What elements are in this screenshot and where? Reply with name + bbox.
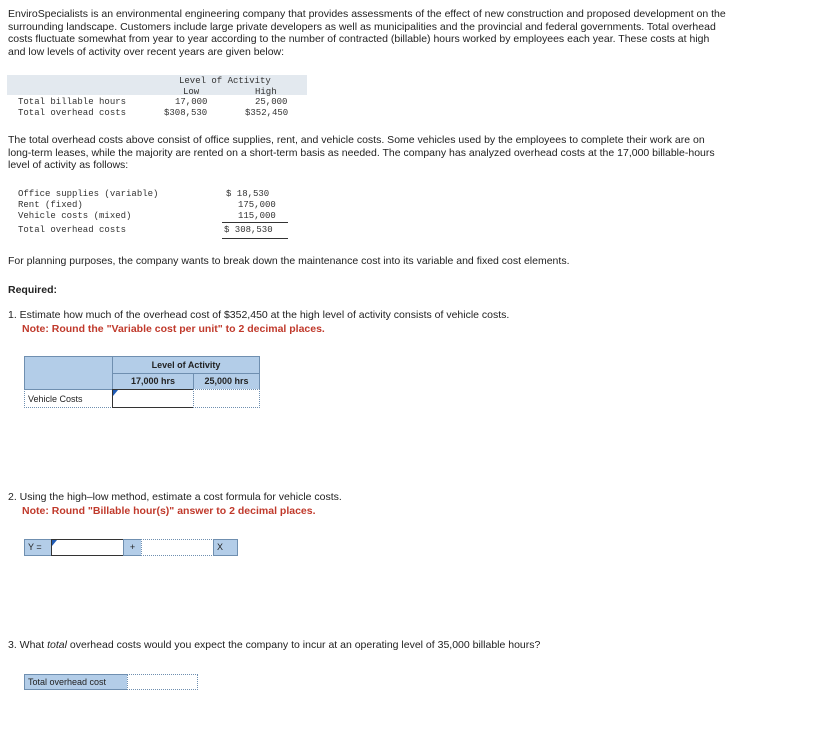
- low-overhead-costs: $308,530: [164, 108, 208, 118]
- cost-label-rent: Rent (fixed): [18, 200, 83, 210]
- q3-label: Total overhead cost: [24, 674, 128, 690]
- input-marker-icon: [52, 540, 57, 546]
- q2-intercept-input[interactable]: [51, 539, 124, 556]
- q2-plus-label: +: [123, 539, 142, 556]
- low-billable-hours: 17,000: [175, 97, 208, 107]
- high-overhead-costs: $352,450: [245, 108, 289, 118]
- overhead-paragraph: The total overhead costs above consist of office supplies, rent, and vehicle costs. Some vehicles used by the employees to complete their work are on long-term leases, while the majority are rented on a short-term basis as needed. The company has analyzed overhead costs at the 17,000 billable-hours level of activity as follows:: [8, 134, 715, 172]
- col-low-header: Low: [183, 87, 200, 97]
- input-marker-icon: [113, 390, 118, 396]
- q3-text-before: 3. What: [8, 639, 48, 651]
- q1-col-17000: 17,000 hrs: [112, 373, 194, 390]
- q1-note: Note: Round the "Variable cost per unit" to 2 decimal places.: [22, 323, 325, 335]
- table-title: Level of Activity: [179, 76, 271, 86]
- q1-header-blank: [24, 356, 113, 390]
- q2-y-label: Y =: [24, 539, 52, 556]
- row-label-billable-hours: Total billable hours: [18, 97, 127, 107]
- q2-text: 2. Using the high–low method, estimate a cost formula for vehicle costs.: [8, 491, 342, 503]
- cost-value-office-supplies: $ 18,530: [226, 189, 270, 199]
- total-rule: [222, 238, 288, 239]
- q3-text: [8, 639, 540, 652]
- q1-col-25000: 25,000 hrs: [193, 373, 260, 390]
- activity-level-table: [7, 75, 307, 120]
- q1-row-label-vehicle-costs: Vehicle Costs: [24, 389, 113, 408]
- intro-paragraph: EnviroSpecialists is an environmental engineering company that provides assessments of the effect of new construction and proposed development on the surrounding landscape. Customers include large private developers as well as municipalities and the provincial and federal governments. Total overhead costs fluctuate somewhat from year to year according to the number of contracted (billable) hours worked by employees each year. These costs at high and low levels of activity over recent years are given below:: [8, 8, 726, 58]
- q1-table-title: Level of Activity: [112, 356, 260, 374]
- q3-text-after: overhead costs would you expect the company to incur at an operating level of 35,000 billable hours?: [66, 639, 541, 651]
- required-heading: Required:: [8, 284, 58, 296]
- q2-slope-input[interactable]: [141, 539, 214, 556]
- q3-text-italic: total: [47, 639, 67, 651]
- cost-value-total: $ 308,530: [224, 225, 273, 235]
- cost-label-office-supplies: Office supplies (variable): [18, 189, 159, 199]
- cost-label-total: Total overhead costs: [18, 225, 127, 235]
- cost-value-rent: 175,000: [238, 200, 276, 210]
- q3-total-overhead-input[interactable]: [127, 674, 198, 690]
- q1-input-25000[interactable]: [193, 389, 260, 408]
- q1-input-17000[interactable]: [112, 389, 194, 408]
- cost-label-vehicle: Vehicle costs (mixed): [18, 211, 132, 221]
- high-billable-hours: 25,000: [255, 97, 288, 107]
- cost-value-vehicle: 115,000: [238, 211, 276, 221]
- planning-paragraph: For planning purposes, the company wants to break down the maintenance cost into its variable and fixed cost elements.: [8, 255, 570, 267]
- q2-note: Note: Round "Billable hour(s)" answer to 2 decimal places.: [22, 505, 316, 517]
- q1-text: 1. Estimate how much of the overhead cost of $352,450 at the high level of activity consists of vehicle costs.: [8, 309, 510, 321]
- cost-breakdown-table: [16, 187, 296, 242]
- subtotal-rule: [222, 222, 288, 223]
- row-label-overhead-costs: Total overhead costs: [18, 108, 127, 118]
- col-high-header: High: [255, 87, 277, 97]
- q2-x-label: X: [213, 539, 238, 556]
